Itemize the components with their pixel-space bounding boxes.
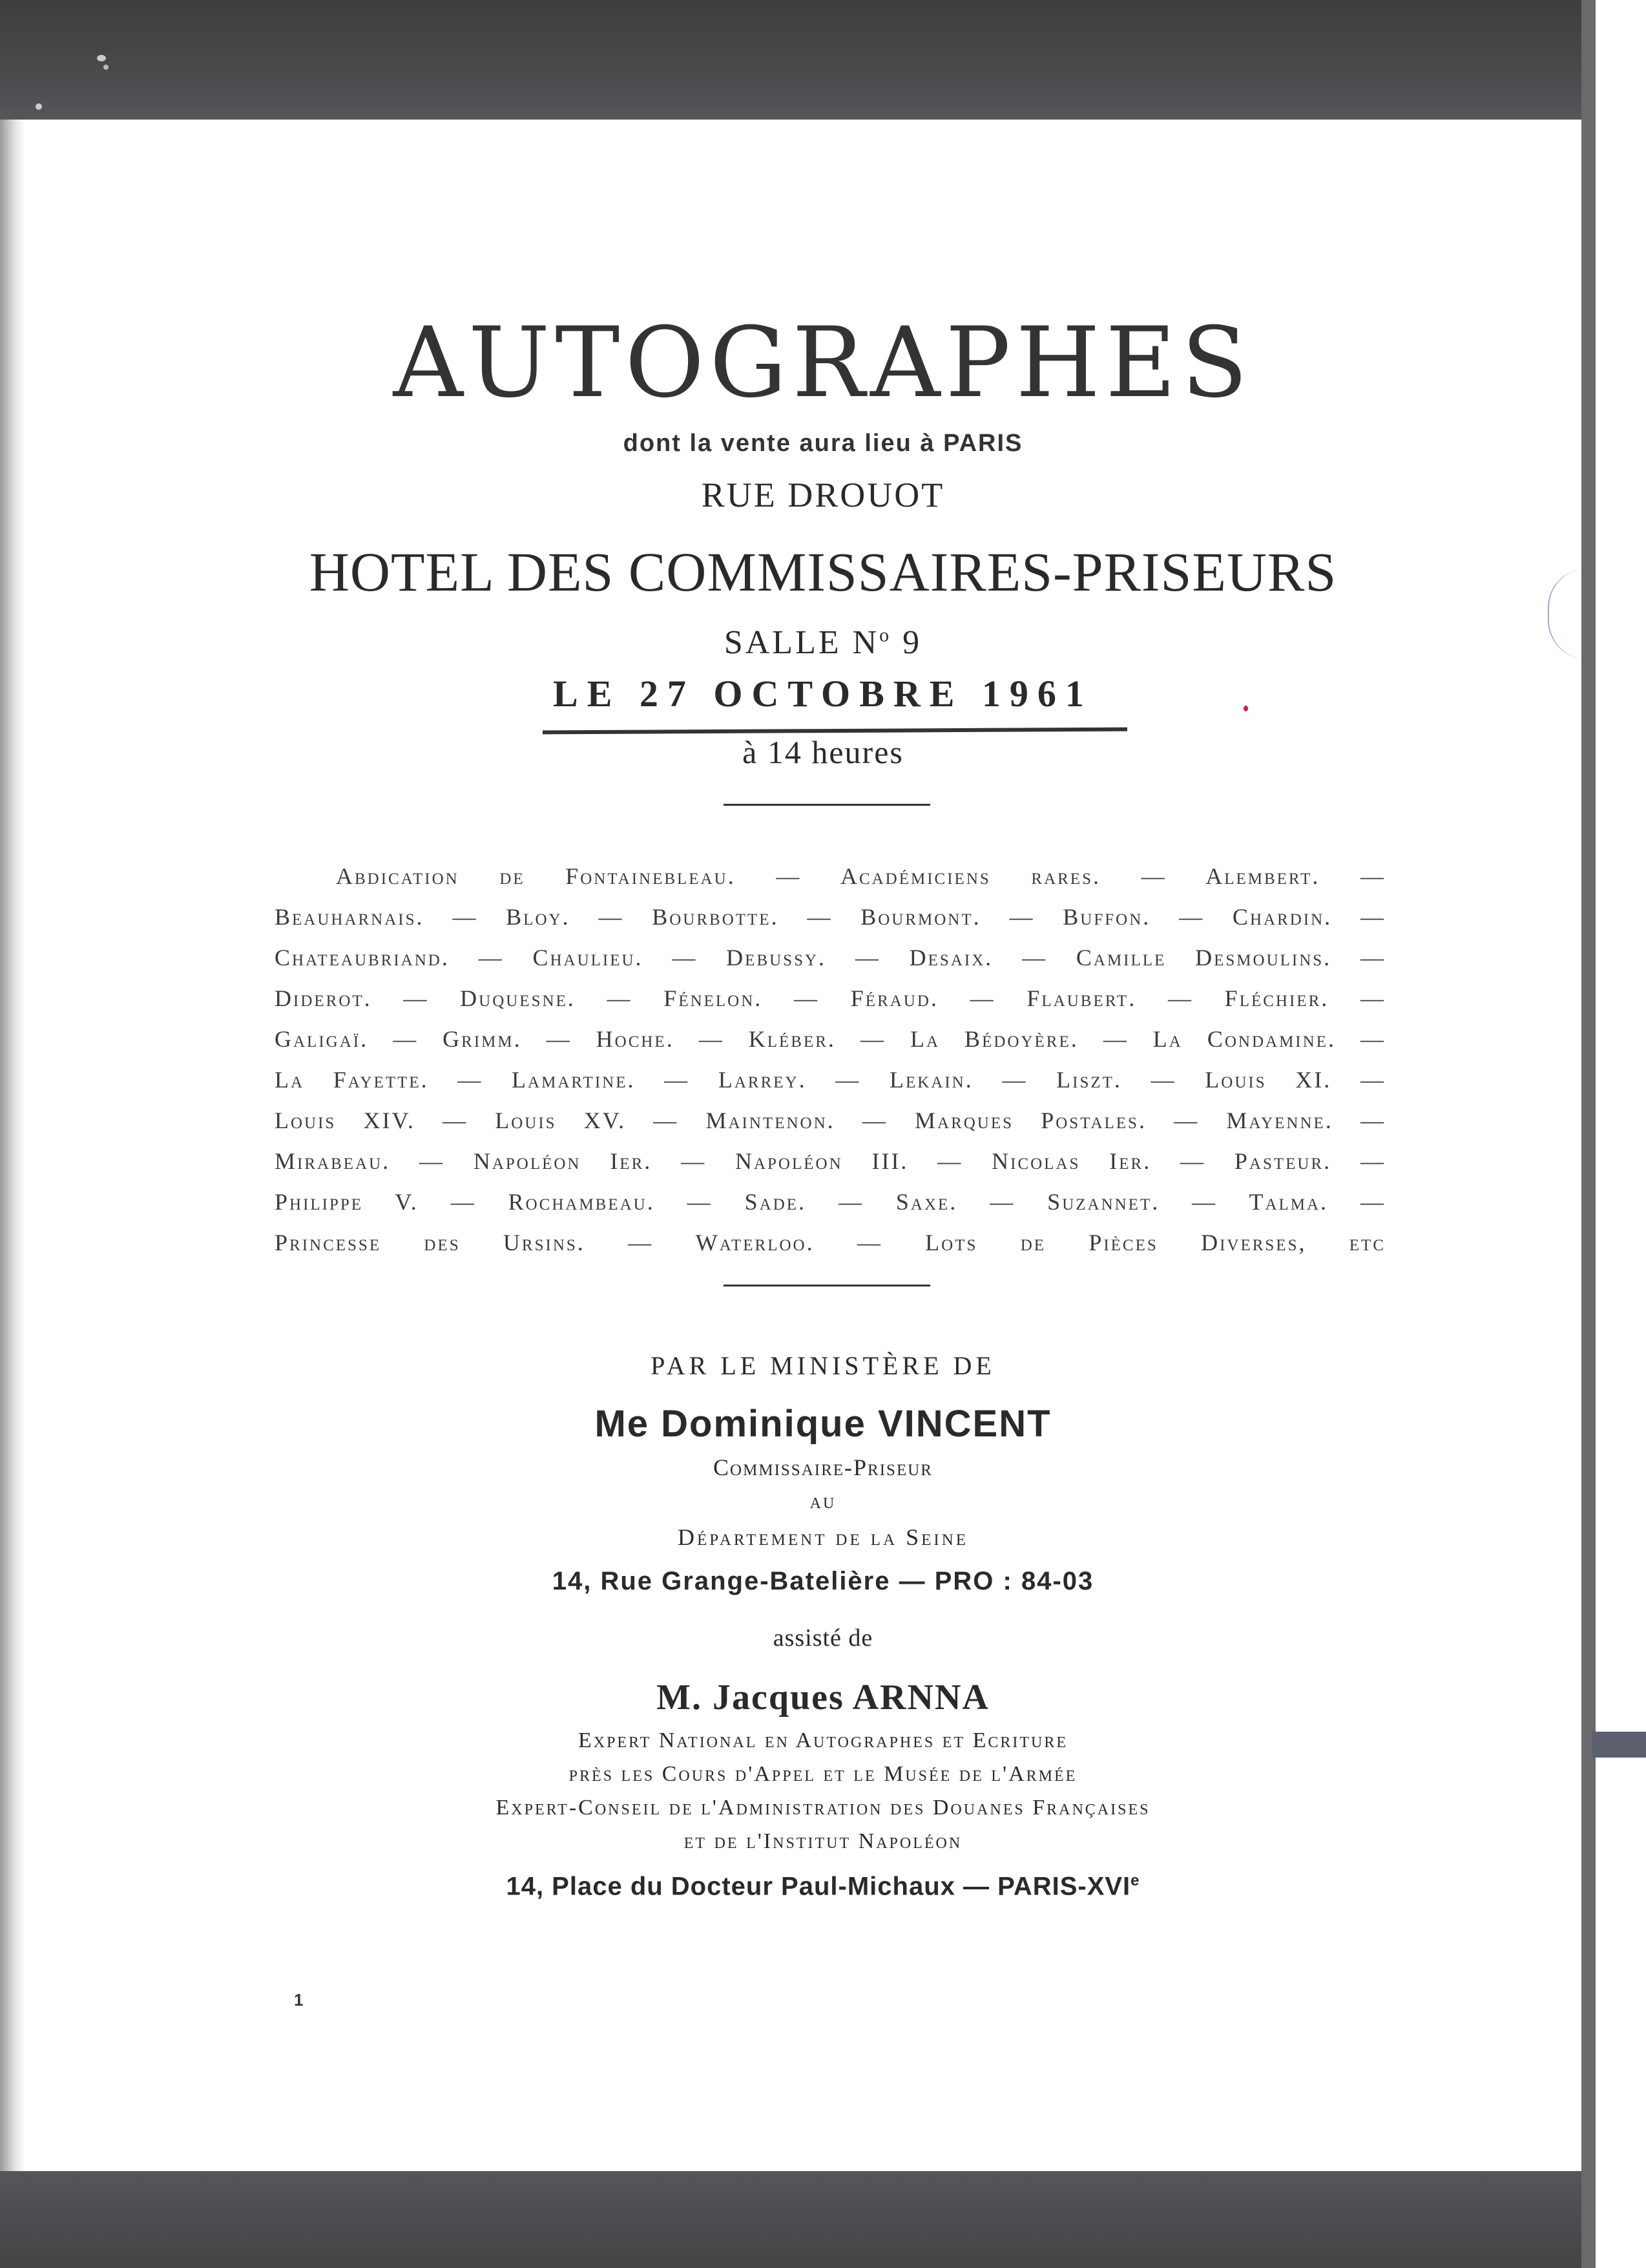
expert-credential: près les Cours d'Appel et le Musée de l'Armée (568, 1762, 1078, 1786)
dust-speck (97, 55, 106, 61)
ministere-line: PAR LE MINISTÈRE DE (651, 1351, 995, 1380)
expert-credential: Expert National en Autographes et Ecriture (578, 1728, 1068, 1752)
names-line: Chateaubriand. — Chaulieu. — Debussy. — Desaix. — Camille Desmoulins. — (275, 945, 1386, 971)
expert-credential: et de l'Institut Napoléon (683, 1829, 963, 1853)
page-number: 1 (294, 1990, 304, 2010)
sale-time: à 14 heures (742, 734, 904, 770)
street-line: RUE DROUOT (701, 476, 945, 514)
room-line (0, 624, 1646, 662)
dust-speck (36, 103, 42, 110)
scanner-bottom-edge (0, 2171, 1596, 2268)
divider-rule (724, 804, 930, 806)
names-line: La Fayette. — Lamartine. — Larrey. — Lekain. — Liszt. — Louis XI. — (275, 1067, 1386, 1093)
expert-address-sup: e (1130, 1872, 1140, 1889)
names-line: Mirabeau. — Napoléon Ier. — Napoléon III. — Nicolas Ier. — Pasteur. — (275, 1148, 1386, 1174)
names-line: Galigaï. — Grimm. — Hoche. — Kléber. — La Bédoyère. — La Condamine. — (275, 1026, 1386, 1052)
auctioneer-name: Me Dominique VINCENT (594, 1403, 1052, 1445)
expert-address-text: 14, Place du Docteur Paul-Michaux — PARIS-XVI (506, 1872, 1131, 1901)
assisted-by: assisté de (773, 1624, 873, 1652)
auctioneer-department: Département de la Seine (677, 1524, 969, 1550)
room-number: 9 (902, 624, 922, 661)
names-list (275, 856, 1386, 1263)
names-line: Philippe V. — Rochambeau. — Sade. — Saxe. — Suzannet. — Talma. — (275, 1189, 1386, 1215)
auctioneer-address: 14, Rue Grange-Batelière — PRO : 84-03 (552, 1567, 1094, 1595)
scanner-left-edge (0, 120, 26, 2171)
page-title: AUTOGRAPHES (393, 307, 1253, 419)
sale-date: LE 27 OCTOBRE 1961 (553, 673, 1093, 715)
room-sup: o (879, 624, 892, 646)
names-line: Louis XIV. — Louis XV. — Maintenon. — Marques Postales. — Mayenne. — (275, 1108, 1386, 1133)
room-label: SALLE N (724, 624, 880, 661)
auctioneer-au: au (809, 1489, 837, 1513)
expert-address (0, 1872, 1646, 1901)
venue-line: HOTEL DES COMMISSAIRES-PRISEURS (309, 541, 1337, 603)
dust-speck (103, 65, 109, 70)
expert-name: M. Jacques ARNNA (656, 1677, 990, 1717)
names-line: Princesse des Ursins. — Waterloo. — Lots de Pièces Diverses, etc (275, 1230, 1386, 1255)
names-line: Abdication de Fontainebleau. — Académiciens rares. — Alembert. — (336, 863, 1386, 889)
expert-credential: Expert-Conseil de l'Administration des Douanes Françaises (495, 1796, 1151, 1820)
scanner-top-edge (0, 0, 1596, 120)
divider-rule (724, 1285, 930, 1286)
names-line: Diderot. — Duquesne. — Fénelon. — Féraud. — Flaubert. — Fléchier. — (275, 985, 1386, 1011)
sale-location-line: dont la vente aura lieu à PARIS (623, 430, 1023, 457)
names-line: Beauharnais. — Bloy. — Bourbotte. — Bourmont. — Buffon. — Chardin. — (275, 904, 1386, 930)
auctioneer-title: Commissaire-Priseur (713, 1454, 933, 1480)
